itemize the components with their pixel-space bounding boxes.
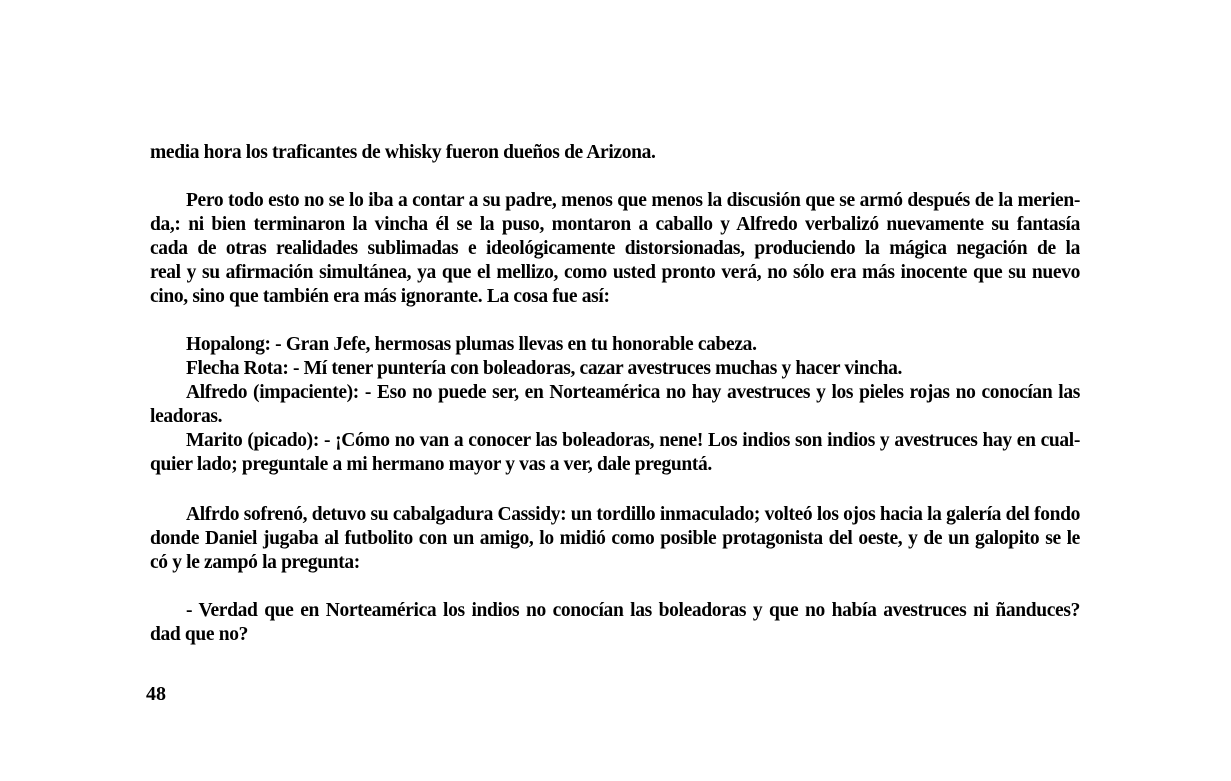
text-line: Alfrdo sofrenó, detuvo su cabalgadura Cassidy: un tordillo inmaculado; volteó los ojos hacia la galería del fondo <box>186 504 1080 525</box>
text-line: cino, sino que también era más ignorante. La cosa fue así: <box>150 286 610 307</box>
text-line: donde Daniel jugaba al futbolito con un amigo, lo midió como posible protagonista del oeste, y de un galopito se le <box>150 528 1080 549</box>
text-line: media hora los traficantes de whisky fueron dueños de Arizona. <box>150 142 656 163</box>
text-line: dad que no? <box>150 624 249 645</box>
dialogue-line: Marito (picado): - ¡Cómo no van a conocer las boleadoras, nene! Los indios son indios y avestruces hay en cual- <box>186 430 1080 451</box>
dialogue-line: Hopalong: - Gran Jefe, hermosas plumas llevas en tu honorable cabeza. <box>186 334 757 355</box>
text-line: da,: ni bien terminaron la vincha él se la puso, montaron a caballo y Alfredo verbalizó nuevamente su fantasía <box>150 214 1080 235</box>
text-line: cada de otras realidades sublimadas e ideológicamente distorsionadas, produciendo la mágica negación de la <box>150 238 1080 259</box>
dialogue-line: leadoras. <box>150 406 223 427</box>
text-line: Pero todo esto no se lo iba a contar a su padre, menos que menos la discusión que se armó después de la merien- <box>186 190 1080 211</box>
text-line: real y su afirmación simultánea, ya que el mellizo, como usted pronto verá, no sólo era más inocente que su nuevo <box>150 262 1080 283</box>
page-number: 48 <box>146 683 166 705</box>
text-line: có y le zampó la pregunta: <box>150 552 360 573</box>
text-line: - Verdad que en Norteamérica los indios no conocían las boleadoras y que no había avestruces ni ñanduces? <box>186 600 1080 621</box>
dialogue-line: Flecha Rota: - Mí tener puntería con boleadoras, cazar avestruces muchas y hacer vincha. <box>186 358 903 379</box>
dialogue-line: Alfredo (impaciente): - Eso no puede ser, en Norteamérica no hay avestruces y los pieles rojas no conocían las <box>186 382 1080 403</box>
dialogue-line: quier lado; preguntale a mi hermano mayor y vas a ver, dale preguntá. <box>150 454 712 475</box>
